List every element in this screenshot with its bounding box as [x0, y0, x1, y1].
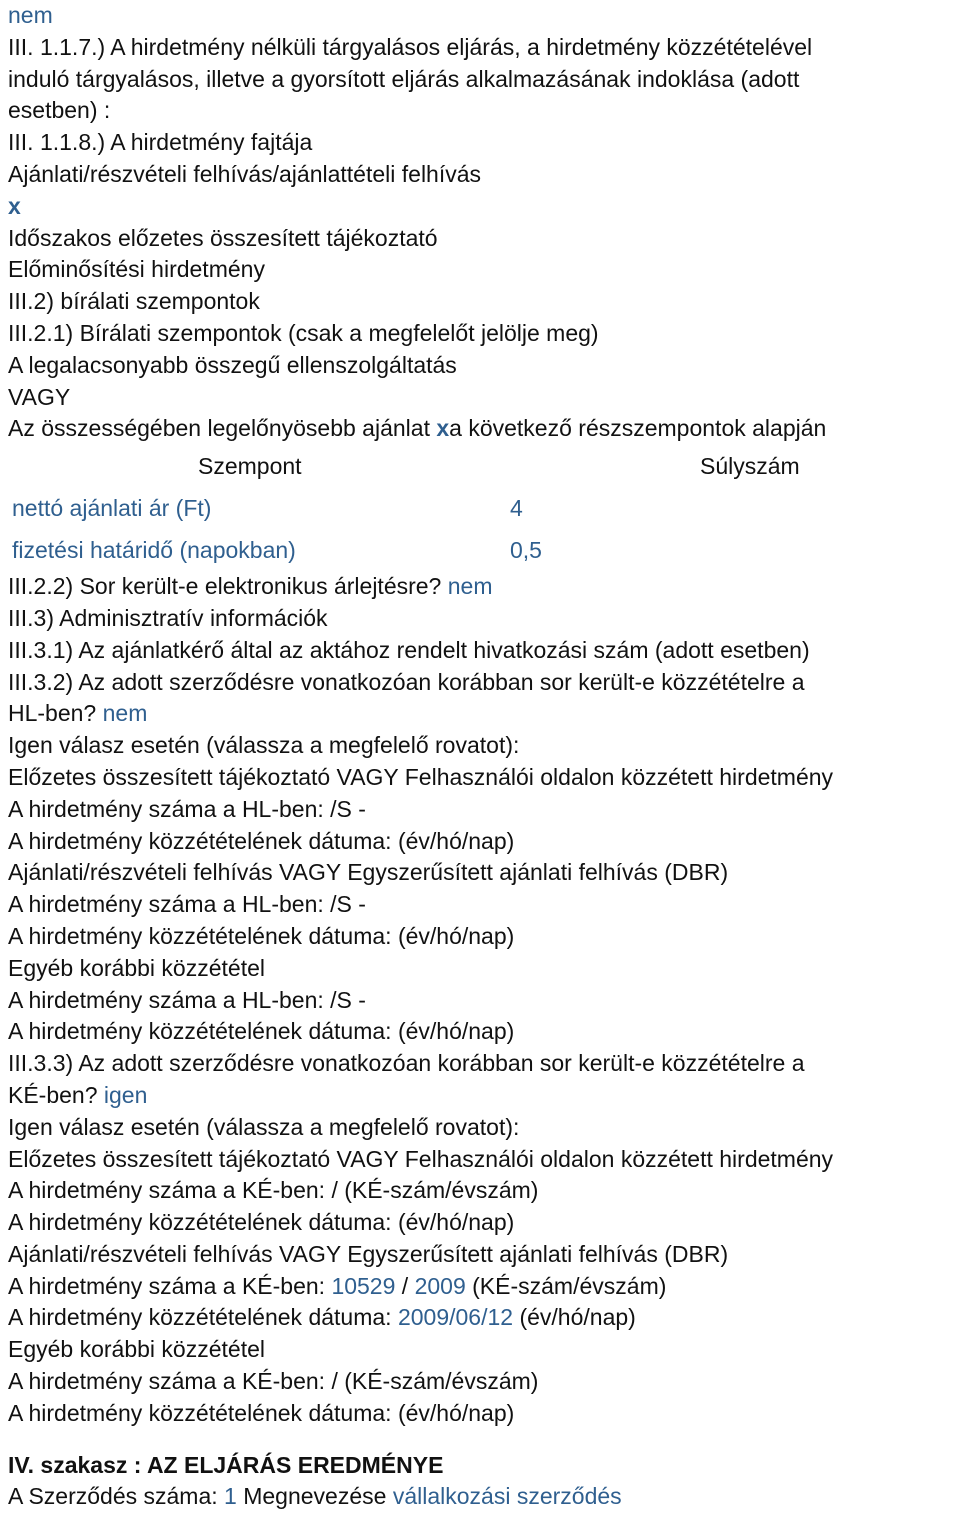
- text-line: A hirdetmény közzétételének dátuma: (év/hó/nap): [8, 1209, 515, 1236]
- selection-mark: x: [8, 192, 21, 219]
- text-line: induló tárgyalásos, illetve a gyorsított eljárás alkalmazásának indoklása (adott: [8, 65, 800, 92]
- option-line: Előminősítési hirdetmény: [8, 256, 265, 283]
- option-line: VAGY: [8, 383, 71, 410]
- table-row: [8, 487, 958, 529]
- criterion-cell: nettó ajánlati ár (Ft): [12, 495, 212, 522]
- criterion-cell: fizetési határidő (napokban): [12, 537, 296, 564]
- weight-cell: 4: [510, 495, 523, 522]
- text-line: Előzetes összesített tájékoztató VAGY Felhasználói oldalon közzétett hirdetmény: [8, 1145, 834, 1172]
- notice-date-line: [8, 1302, 958, 1334]
- section-heading: III. 1.1.7.) A hirdetmény nélküli tárgyalásos eljárás, a hirdetmény közzétételével: [8, 33, 813, 60]
- question-line: [8, 1080, 958, 1112]
- section-title: IV. szakasz : AZ ELJÁRÁS EREDMÉNYE: [8, 1451, 444, 1478]
- question-line: [8, 698, 958, 730]
- criteria-table-header: [8, 445, 958, 487]
- text-line: III.3.1) Az ajánlatkérő által az aktához rendelt hivatkozási szám (adott esetben): [8, 636, 810, 663]
- contract-line: [8, 1481, 958, 1513]
- text-line: A hirdetmény száma a HL-ben: /S -: [8, 891, 366, 918]
- answer-value: nem: [447, 573, 493, 600]
- label-text: (KÉ-szám/évszám): [465, 1272, 667, 1299]
- question-line: [8, 571, 958, 603]
- question-text: HL-ben?: [8, 700, 103, 727]
- answer-value: nem: [8, 2, 53, 28]
- notice-year: 2009: [414, 1272, 466, 1299]
- spacer: [8, 1430, 958, 1450]
- text-line: A hirdetmény száma a KÉ-ben: / (KÉ-szám/évszám): [8, 1368, 539, 1395]
- question-text: III.2.2) Sor került-e elektronikus árlejtésre?: [8, 573, 448, 600]
- answer-value: nem: [102, 700, 148, 727]
- label-text: Megnevezése: [236, 1483, 393, 1510]
- weight-cell: 0,5: [510, 537, 542, 564]
- text-line: Igen válasz esetén (válassza a megfelelő rovatot):: [8, 1113, 520, 1140]
- option-line: [8, 413, 958, 445]
- text-line: A hirdetmény száma a HL-ben: /S -: [8, 986, 366, 1013]
- text-line: A hirdetmény száma a KÉ-ben: / (KÉ-szám/évszám): [8, 1177, 539, 1204]
- option-line: Ajánlati/részvételi felhívás/ajánlattételi felhívás: [8, 160, 482, 187]
- weight-header: Súlyszám: [700, 453, 800, 480]
- text-line: Egyéb korábbi közzététel: [8, 1336, 265, 1363]
- text-line: A hirdetmény száma a HL-ben: /S -: [8, 795, 366, 822]
- section-heading: III.3) Adminisztratív információk: [8, 604, 328, 631]
- separator-text: /: [395, 1272, 415, 1299]
- document-page: [8, 0, 958, 1513]
- criterion-header: Szempont: [198, 453, 302, 480]
- text-line: III.3.3) Az adott szerződésre vonatkozóan korábban sor került-e közzétételre a: [8, 1050, 805, 1077]
- text-line: Ajánlati/részvételi felhívás VAGY Egyszerűsített ajánlati felhívás (DBR): [8, 1240, 729, 1267]
- contract-name: vállalkozási szerződés: [392, 1483, 622, 1510]
- option-line: Időszakos előzetes összesített tájékoztató: [8, 224, 438, 251]
- text-line: A hirdetmény közzétételének dátuma: (év/hó/nap): [8, 1018, 515, 1045]
- label-text: A Szerződés száma:: [8, 1483, 225, 1510]
- option-line: A legalacsonyabb összegű ellenszolgáltatás: [8, 351, 457, 378]
- label-text: A hirdetmény közzétételének dátuma:: [8, 1304, 398, 1331]
- text-line: III.3.2) Az adott szerződésre vonatkozóan korábban sor került-e közzétételre a: [8, 668, 805, 695]
- text-line: Igen válasz esetén (válassza a megfelelő rovatot):: [8, 732, 520, 759]
- notice-number-line: [8, 1271, 958, 1303]
- option-text: a következő részszempontok alapján: [449, 415, 827, 442]
- notice-date: 2009/06/12: [397, 1304, 514, 1331]
- text-line: A hirdetmény közzétételének dátuma: (év/hó/nap): [8, 1399, 515, 1426]
- table-row: [8, 529, 958, 571]
- text-line: A hirdetmény közzétételének dátuma: (év/hó/nap): [8, 922, 515, 949]
- text-line: Előzetes összesített tájékoztató VAGY Felhasználói oldalon közzétett hirdetmény: [8, 763, 834, 790]
- section-heading: III.2.1) Bírálati szempontok (csak a megfelelőt jelölje meg): [8, 319, 599, 346]
- text-line: A hirdetmény közzétételének dátuma: (év/hó/nap): [8, 827, 515, 854]
- contract-number: 1: [224, 1483, 237, 1510]
- question-text: KÉ-ben?: [8, 1081, 104, 1108]
- label-text: A hirdetmény száma a KÉ-ben:: [8, 1272, 332, 1299]
- text-line: Egyéb korábbi közzététel: [8, 954, 265, 981]
- notice-number: 10529: [331, 1272, 396, 1299]
- text-line: esetben) :: [8, 97, 111, 124]
- label-text: (év/hó/nap): [513, 1304, 636, 1331]
- option-text: Az összességében legelőnyösebb ajánlat: [8, 415, 437, 442]
- section-heading: III. 1.1.8.) A hirdetmény fajtája: [8, 129, 313, 156]
- section-heading: III.2) bírálati szempontok: [8, 288, 260, 315]
- text-line: Ajánlati/részvételi felhívás VAGY Egyszerűsített ajánlati felhívás (DBR): [8, 859, 729, 886]
- answer-value: igen: [103, 1081, 148, 1108]
- selection-mark: x: [436, 415, 450, 442]
